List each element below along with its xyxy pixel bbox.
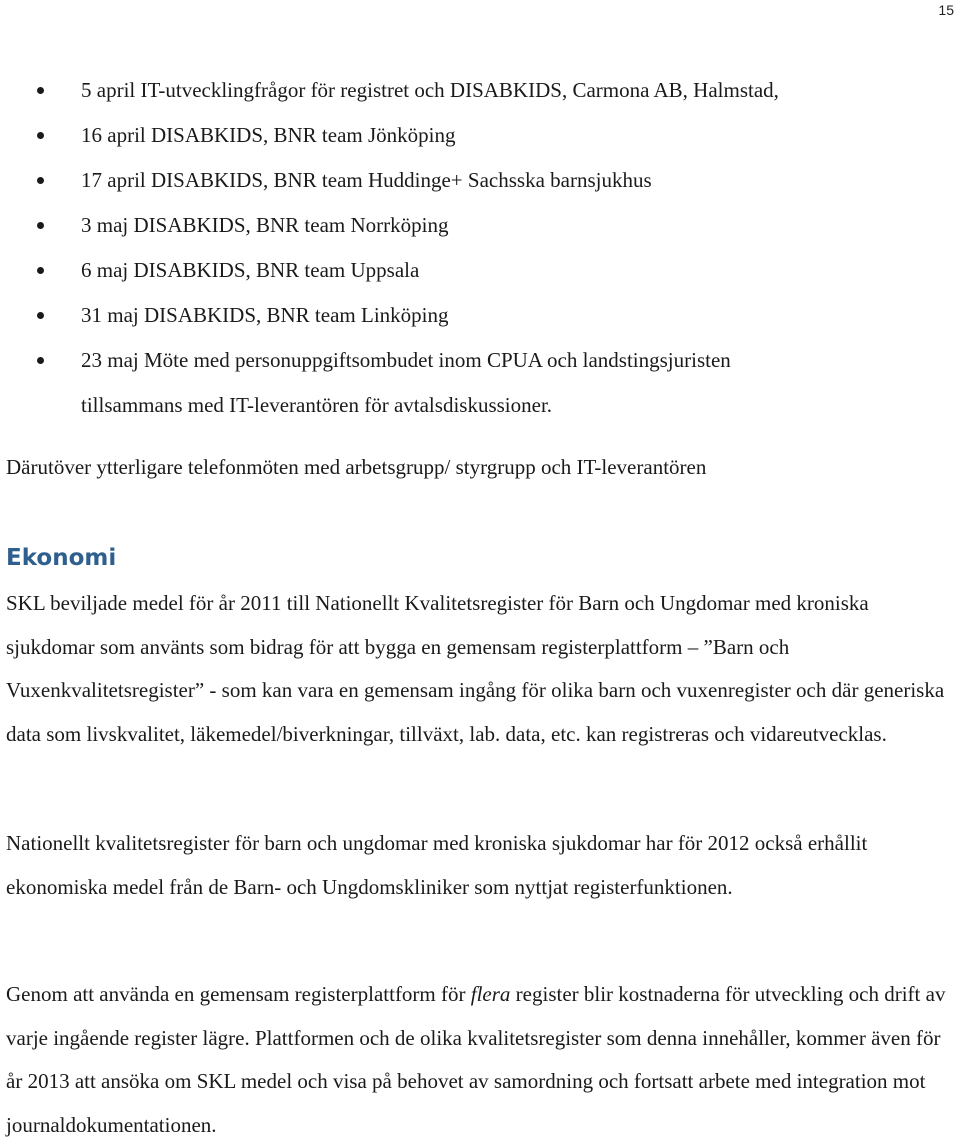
list-item-text: 16 april DISABKIDS, BNR team Jönköping — [81, 123, 456, 147]
list-item-text: 5 april IT-utvecklingfrågor för registret och DISABKIDS, Carmona AB, Halmstad, — [81, 78, 779, 102]
bullet-icon — [37, 177, 44, 184]
emphasis-text: flera — [470, 982, 511, 1006]
list-item-text: 3 maj DISABKIDS, BNR team Norrköping — [81, 213, 449, 237]
section-heading: Ekonomi — [6, 545, 117, 571]
list-item — [0, 203, 960, 248]
list-item — [0, 338, 960, 428]
list-item-text: 17 april DISABKIDS, BNR team Huddinge+ Sachsska barnsjukhus — [81, 168, 652, 192]
platform-paragraph — [6, 973, 954, 1147]
list-item-text: 31 maj DISABKIDS, BNR team Linköping — [81, 303, 449, 327]
list-item — [0, 113, 960, 158]
bullet-icon — [37, 357, 44, 364]
clinic-funding-paragraph: Nationellt kvalitetsregister för barn och ungdomar med kroniska sjukdomar har för 2012 också erhållit ekonomiska medel från de Barn- och Ungdomskliniker som nyttjat registerfunktionen. — [6, 831, 868, 899]
funding-paragraph: SKL beviljade medel för år 2011 till Nationellt Kvalitetsregister för Barn och Ungdomar med kroniska sjukdomar som använts som bidrag för att bygga en gemensam registerplattform – ”Barn och Vuxenkvalitetsregister” - som kan vara en gemensam ingång för olika barn och vuxenregister och där generiska data som livskvalitet, läkemedel/biverkningar, tillväxt, lab. data, etc. kan registreras och vidareutvecklas. — [6, 591, 945, 746]
bullet-icon — [37, 312, 44, 319]
bullet-icon — [37, 267, 44, 274]
platform-paragraph-start: Genom att använda en gemensam registerplattform för — [6, 982, 471, 1006]
list-item-text: 6 maj DISABKIDS, BNR team Uppsala — [81, 258, 420, 282]
bullet-icon — [37, 222, 44, 229]
intro-paragraph: Därutöver ytterligare telefonmöten med arbetsgrupp/ styrgrupp och IT-leverantören — [6, 455, 707, 479]
page-number: 15 — [938, 2, 954, 18]
bullet-icon — [37, 132, 44, 139]
list-item — [0, 293, 960, 338]
list-item — [0, 248, 960, 293]
list-item — [0, 158, 960, 203]
platform-paragraph-end: register blir kostnaderna för utveckling och drift av varje ingående register lägre. Plattformen och de olika kvalitetsregister som denna innehåller, kommer även för år 2013 att ansöka om SKL medel och visa på behovet av samordning och fortsatt arbete med integration mot journaldokumentationen. — [6, 982, 946, 1137]
list-item-text: 23 maj Möte med personuppgiftsombudet inom CPUA och landstingsjuristen — [81, 348, 731, 372]
list-item-text-continued: tillsammans med IT-leverantören för avtalsdiskussioner. — [81, 393, 553, 417]
list-item — [0, 68, 960, 113]
bullet-icon — [37, 87, 44, 94]
meeting-list — [0, 68, 960, 428]
